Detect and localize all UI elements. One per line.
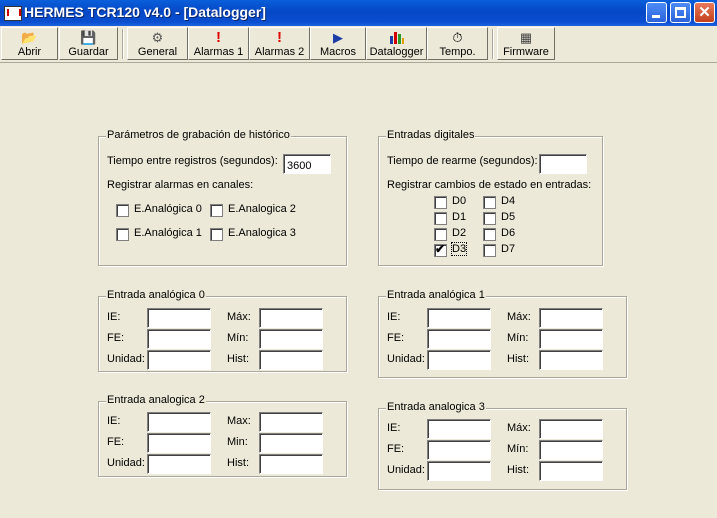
digital-checkbox-d6[interactable] (483, 228, 496, 241)
open-folder-icon: 📂 (21, 30, 38, 45)
hist-input[interactable] (259, 350, 323, 370)
analog-input-0-group (98, 289, 347, 372)
channel-checkbox-3[interactable] (210, 228, 223, 241)
toolbar-label: Macros (319, 46, 357, 58)
min-input[interactable] (539, 440, 603, 460)
digital-label: D6 (501, 227, 516, 239)
ie-label: IE: (107, 415, 121, 427)
digital-label: D4 (501, 195, 516, 207)
channel-label: E.Analógica 1 (134, 227, 202, 239)
min-label: Min: (227, 436, 248, 448)
channel-label: E.Analogica 3 (228, 227, 296, 239)
toolbar-button-guardar[interactable] (59, 27, 118, 60)
app-icon (4, 6, 22, 21)
minimize-button[interactable] (646, 2, 667, 23)
exclamation-icon: ! (216, 29, 221, 46)
interval-label: Tiempo entre registros (segundos): (107, 155, 278, 167)
analog-input-1-group (378, 289, 627, 378)
channel-label: E.Analogica 2 (228, 203, 296, 215)
digital-label: D2 (452, 227, 467, 239)
digital-label: D0 (452, 195, 467, 207)
close-button[interactable] (694, 2, 715, 23)
toolbar-label: Alarmas 2 (254, 46, 305, 58)
digital-checkbox-d2[interactable] (434, 228, 447, 241)
max-input[interactable] (259, 412, 323, 432)
channel-checkbox-2[interactable] (210, 204, 223, 217)
group-title: Entrada analogica 3 (387, 401, 485, 413)
bar-chart-svg (389, 30, 405, 44)
fe-input[interactable] (147, 433, 211, 453)
fe-label: FE: (387, 443, 405, 455)
max-label: Max: (227, 415, 251, 427)
max-input[interactable] (539, 419, 603, 439)
toolbar-button-alarmas-1[interactable] (188, 27, 249, 60)
min-label: Mín: (227, 332, 249, 344)
min-input[interactable] (259, 329, 323, 349)
fe-input[interactable] (427, 329, 491, 349)
min-label: Mín: (507, 443, 529, 455)
group-title: Entrada analógica 1 (387, 289, 485, 301)
channel-label: E.Analógica 0 (134, 203, 202, 215)
toolbar-button-general[interactable] (127, 27, 188, 60)
digital-label: D7 (501, 243, 516, 255)
window-title: HERMES TCR120 v4.0 - [Datalogger] (24, 4, 266, 20)
hist-label: Hist: (227, 457, 249, 469)
analog-input-3-group (378, 401, 627, 490)
group-title: Entrada analogica 2 (107, 394, 205, 406)
hist-input[interactable] (539, 350, 603, 370)
digital-checkbox-d5[interactable] (483, 212, 496, 225)
ie-input[interactable] (147, 308, 211, 328)
interval-input[interactable] (283, 154, 331, 174)
toolbar-button-datalogger[interactable] (366, 27, 427, 60)
macro-flag-icon: ▶ (333, 30, 343, 45)
toolbar-button-alarmas-2[interactable] (249, 27, 310, 60)
toolbar-label: Datalogger (369, 46, 424, 58)
unit-label: Unidad: (107, 353, 145, 365)
digital-checkbox-d1[interactable] (434, 212, 447, 225)
unit-label: Unidad: (107, 457, 145, 469)
unit-input[interactable] (147, 454, 211, 474)
fe-label: FE: (387, 332, 405, 344)
checkmark-icon: ✔ (435, 242, 446, 256)
toolbar-label: Firmware (503, 46, 549, 58)
bar-chart-icon (367, 30, 426, 46)
title-bar[interactable] (0, 0, 717, 26)
hist-label: Hist: (227, 353, 249, 365)
minimize-icon (652, 15, 660, 18)
fe-input[interactable] (147, 329, 211, 349)
digital-label: D1 (452, 211, 467, 223)
toolbar-label: Abrir (17, 46, 42, 58)
unit-input[interactable] (427, 350, 491, 370)
digital-checkbox-d3[interactable] (434, 244, 447, 257)
floppy-disk-icon: 💾 (80, 30, 97, 45)
max-input[interactable] (539, 308, 603, 328)
group-title: Entrada analógica 0 (107, 289, 205, 301)
hist-input[interactable] (259, 454, 323, 474)
fe-label: FE: (107, 332, 125, 344)
toolbar-label: Guardar (68, 46, 109, 58)
min-label: Mín: (507, 332, 529, 344)
rearm-input[interactable] (539, 154, 587, 174)
toolbar-separator (492, 29, 494, 59)
hist-label: Hist: (507, 464, 529, 476)
toolbar-button-abrir[interactable] (1, 27, 58, 60)
stopwatch-icon: ⏱ (452, 30, 463, 45)
toolbar (0, 26, 717, 63)
maximize-icon (675, 7, 686, 18)
hist-label: Hist: (507, 353, 529, 365)
min-input[interactable] (539, 329, 603, 349)
unit-input[interactable] (147, 350, 211, 370)
alarms-label: Registrar alarmas en canales: (107, 179, 254, 191)
group-title: Parámetros de grabación de histórico (107, 129, 290, 141)
channel-checkbox-1[interactable] (116, 228, 129, 241)
digital-inputs-group (378, 129, 603, 266)
unit-label: Unidad: (387, 464, 425, 476)
fe-label: FE: (107, 436, 125, 448)
ie-input[interactable] (427, 308, 491, 328)
max-label: Máx: (507, 422, 531, 434)
fe-input[interactable] (427, 440, 491, 460)
chip-icon: ▦ (519, 30, 533, 45)
rearm-label: Tiempo de rearme (segundos): (387, 155, 538, 167)
analog-input-2-group (98, 394, 347, 477)
unit-label: Unidad: (387, 353, 425, 365)
toolbar-label: Tempo. (439, 46, 476, 58)
toolbar-button-macros[interactable] (310, 27, 366, 60)
toolbar-label: General (137, 46, 178, 58)
channel-checkbox-0[interactable] (116, 204, 129, 217)
toolbar-label: Alarmas 1 (193, 46, 244, 58)
state-changes-label: Registrar cambios de estado en entradas: (387, 179, 592, 191)
group-title: Entradas digitales (387, 129, 475, 141)
toolbar-button-tempo[interactable] (427, 27, 488, 60)
close-icon: ✕ (698, 4, 711, 21)
ie-label: IE: (387, 311, 401, 323)
ie-label: IE: (387, 422, 401, 434)
ie-input[interactable] (427, 419, 491, 439)
maximize-button[interactable] (670, 2, 691, 23)
digital-label: D3 (452, 243, 467, 255)
ie-input[interactable] (147, 412, 211, 432)
toolbar-button-firmware[interactable] (497, 27, 555, 60)
hist-input[interactable] (539, 461, 603, 481)
toolbar-separator (122, 29, 124, 59)
gears-icon: ⚙ (151, 30, 164, 45)
digital-checkbox-d4[interactable] (483, 196, 496, 209)
max-label: Máx: (507, 311, 531, 323)
max-label: Máx: (227, 311, 251, 323)
ie-label: IE: (107, 311, 121, 323)
min-input[interactable] (259, 433, 323, 453)
digital-checkbox-d7[interactable] (483, 244, 496, 257)
digital-label: D5 (501, 211, 516, 223)
history-parameters-group (98, 129, 347, 266)
digital-checkbox-d0[interactable] (434, 196, 447, 209)
max-input[interactable] (259, 308, 323, 328)
exclamation-icon: ! (277, 29, 282, 46)
unit-input[interactable] (427, 461, 491, 481)
